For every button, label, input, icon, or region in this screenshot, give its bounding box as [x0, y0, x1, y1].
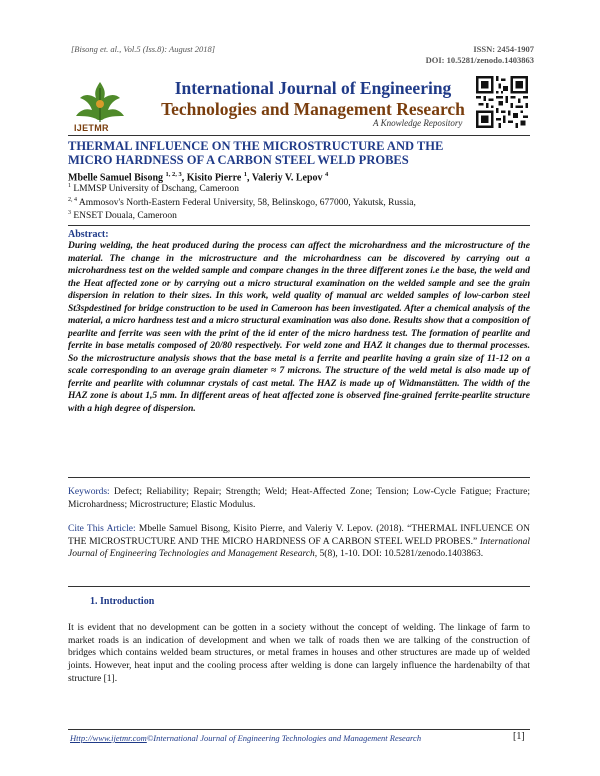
cite-bottom-divider	[68, 586, 530, 587]
abstract-heading: Abstract:	[68, 229, 109, 240]
cite-this-article	[68, 523, 530, 561]
running-header-ids	[426, 44, 534, 66]
paper-title-line1: THERMAL INFLUENCE ON THE MICROSTRUCTURE AND THE	[68, 139, 444, 153]
header-divider	[68, 135, 530, 136]
author-name: Kisito Pierre	[186, 172, 242, 184]
running-header-citation: [Bisong et. al., Vol.5 (Iss.8): August 2018]	[71, 44, 216, 54]
cite-text: Mbelle Samuel Bisong, Kisito Pierre, and Valeriy V. Lepov. (2018). “THERMAL INFLUENCE ON THE MICROSTRUCTURE AND THE MICRO HARDNESS OF A CARBON STEEL WELD PROBES.”	[68, 524, 530, 547]
journal-name	[143, 78, 483, 120]
journal-name-line2: Technologies and Management Research	[161, 99, 465, 119]
paper-title	[68, 140, 530, 167]
abstract-body: During welding, the heat produced during the process can affect the microhardness and the microstructure of the material. The change in the microstructure and the microhardness can be discovered by carrying out a microhardness test on the welded sample and compare changes in the three different zones i.e the base, the weld and the Heat affected zone or by carrying out a micro structural examination on the welded sample and see the grain dispersion in relation to their sizes. In this work, weld quality of manual arc welded samples of low-carbon steel St3spdestined for bridge construction to be used in Cameroon has been investigated. After a chemical analysis of the material, a micro hardness test and a micro structural examination was also done. Results show that a composition of pearlite and ferrite was seen with the print of the id enter of the micro hardness test. The formation of pearlite and ferrite in base metalis composed of 20/80 respectively. For weld zone and HAZ it changes due to thermal processes. So the microstructure analysis shows that the base metal is a ferrite and pearlite having a grain size of 11-12 on a scale corresponding to an average grain diameter ≈ 7 microns. The structure of the weld metal is also made up of ferrite and pearlite with columnar crystals of cast metal. The HAZ is made up of Widmanstätten. The width of the HAZ zone is about 1,5 mm. In different areas of heat affected zone is observed fine-grained ferrite-pearlite structure with a high degree of dispersion.	[68, 241, 530, 414]
introduction-paragraph: It is evident that no development can be gotten in a society without the concept of welding. The linkage of farm to market roads is an indication of development and when we talk of roads then we are talking of the construction of bridges which contains welded beam structures, or metal frames in houses and other structures are made up of welded joints. However, heat input and the cooling process after welding is done can largely influence the hardenabilty of that structure [1].	[68, 623, 530, 684]
issn: ISSN: 2454-1907	[473, 44, 534, 54]
keywords-label: Keywords:	[68, 487, 110, 497]
affiliation: $^1$ LMMSP University of Dschang, Cameroon	[68, 183, 239, 195]
author-affiliation-mark: 1	[243, 171, 248, 178]
author-affiliation-mark: 1, 2, 3	[165, 171, 182, 178]
paper-title-line2: MICRO HARDNESS OF A CARBON STEEL WELD PROBES	[68, 152, 409, 167]
author-list: Mbelle Samuel Bisong $^{1, 2, 3}$, Kisito Pierre $^1$, Valeriy V. Lepov $^4$	[68, 171, 329, 184]
cite-journal: International Journal of Engineering Technologies and Management Research,	[68, 536, 530, 559]
footer	[70, 733, 421, 743]
cite-label: Cite This Article:	[68, 524, 136, 534]
section-heading-introduction: 1. Introduction	[90, 596, 155, 607]
abstract-top-divider	[68, 225, 530, 226]
page-number: [1]	[513, 731, 525, 742]
journal-name-line1: International Journal of Engineering	[174, 78, 452, 98]
author-name: Valeriy V. Lepov	[251, 172, 323, 184]
qr-code-icon[interactable]	[476, 76, 528, 128]
footer-divider	[68, 729, 530, 730]
journal-website-link[interactable]: Http://www.ijetmr.com	[70, 733, 147, 743]
footer-copyright: ©International Journal of Engineering Technologies and Management Research	[146, 733, 422, 743]
affiliation: $^{2, 4}$ Ammosov's North-Eastern Federal University, 58, Belinskogo, 677000, Yakutsk, Russia,	[68, 197, 416, 209]
author-affiliation-mark: 4	[325, 171, 329, 178]
keywords-list: Defect; Reliability; Repair; Strength; Weld; Heat-Affected Zone; Tension; Low-Cycle Fatigue; Fracture; Microhardness; Microstructure; Elastic Modulus.	[68, 487, 531, 510]
keywords	[68, 486, 530, 511]
journal-tagline: A Knowledge Repository	[373, 118, 463, 128]
cite-tail: 5(8), 1-10. DOI: 10.5281/zenodo.1403863.	[319, 549, 484, 559]
author-name: Mbelle Samuel Bisong	[68, 172, 164, 184]
journal-logo-text: IJETMR	[74, 123, 109, 133]
doi: DOI: 10.5281/zenodo.1403863	[425, 55, 534, 65]
abstract-bottom-divider	[68, 477, 530, 478]
affiliation: $^3$ ENSET Douala, Cameroon	[68, 210, 177, 222]
